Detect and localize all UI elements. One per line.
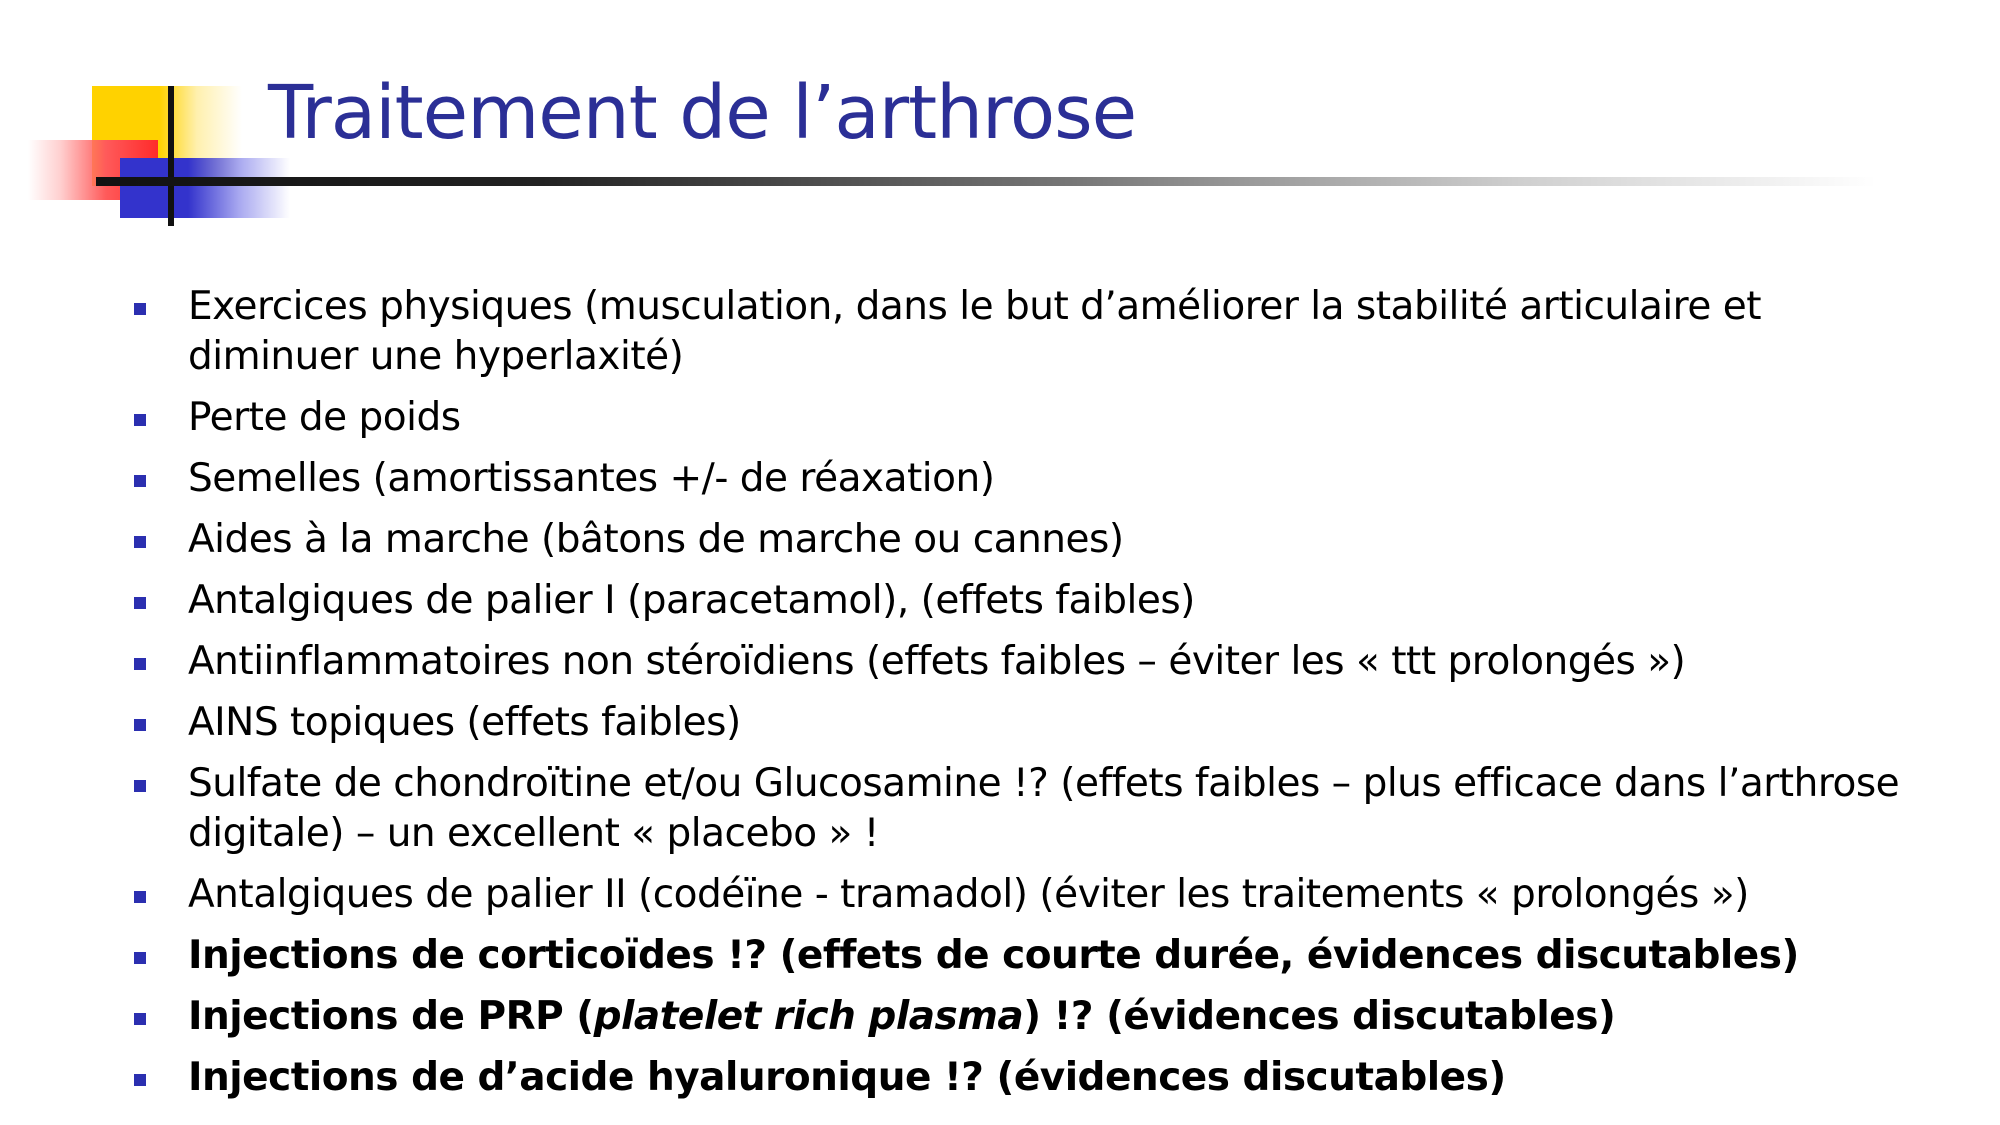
bullet-icon [134,780,146,792]
list-item [0,454,2000,504]
list-item-text: AINS topiques (effets faibles) [188,700,741,745]
list-item-text: Injections de d’acide hyaluronique !? (évidences discutables) [188,1055,1506,1100]
logo-blue-bar [120,158,290,218]
list-item [0,515,2000,565]
bullet-icon [134,952,146,964]
list-item-text-italic: platelet rich plasma [593,994,1024,1039]
list-item-text: Sulfate de chondroïtine et/ou Glucosamine !? (effets faibles – plus efficace dans l’arthrose digitale) – un excellent « placebo » ! [188,761,1900,856]
list-item [0,759,2000,859]
list-item-text-before: Injections de PRP ( [188,994,594,1039]
list-item-text: Aides à la marche (bâtons de marche ou cannes) [188,517,1124,562]
list-item-emphasis [0,992,2000,1042]
logo-vertical-line [168,86,174,226]
list-item-text-after: ) !? (évidences discutables) [1023,994,1616,1039]
list-item-text: Perte de poids [188,395,461,440]
bullet-icon [134,597,146,609]
bullet-icon [134,414,146,426]
bullet-icon [134,719,146,731]
bullet-list [0,282,2000,1114]
bullet-icon [134,475,146,487]
list-item-text: Antalgiques de palier I (paracetamol), (effets faibles) [188,578,1195,623]
list-item-text: Antalgiques de palier II (codéïne - tramadol) (éviter les traitements « prolongés ») [188,872,1749,917]
bullet-icon [134,891,146,903]
list-item-emphasis [0,1053,2000,1103]
list-item [0,393,2000,443]
list-item [0,282,2000,382]
slide-title: Traitement de l’arthrose [268,70,1137,156]
list-item-text: Injections de corticoïdes !? (effets de courte durée, évidences discutables) [188,933,1799,978]
bullet-icon [134,658,146,670]
list-item-emphasis [0,931,2000,981]
bullet-icon [134,303,146,315]
title-underline [96,177,1876,186]
slide-logo [0,0,300,240]
list-item-text: Exercices physiques (musculation, dans le but d’améliorer la stabilité articulaire et diminuer une hyperlaxité) [188,284,1762,379]
list-item-text: Antiinflammatoires non stéroïdiens (effets faibles – éviter les « ttt prolongés ») [188,639,1686,684]
list-item-text: Semelles (amortissantes +/- de réaxation) [188,456,995,501]
list-item [0,576,2000,626]
bullet-icon [134,536,146,548]
bullet-icon [134,1074,146,1086]
list-item [0,698,2000,748]
list-item [0,637,2000,687]
list-item [0,870,2000,920]
bullet-icon [134,1013,146,1025]
